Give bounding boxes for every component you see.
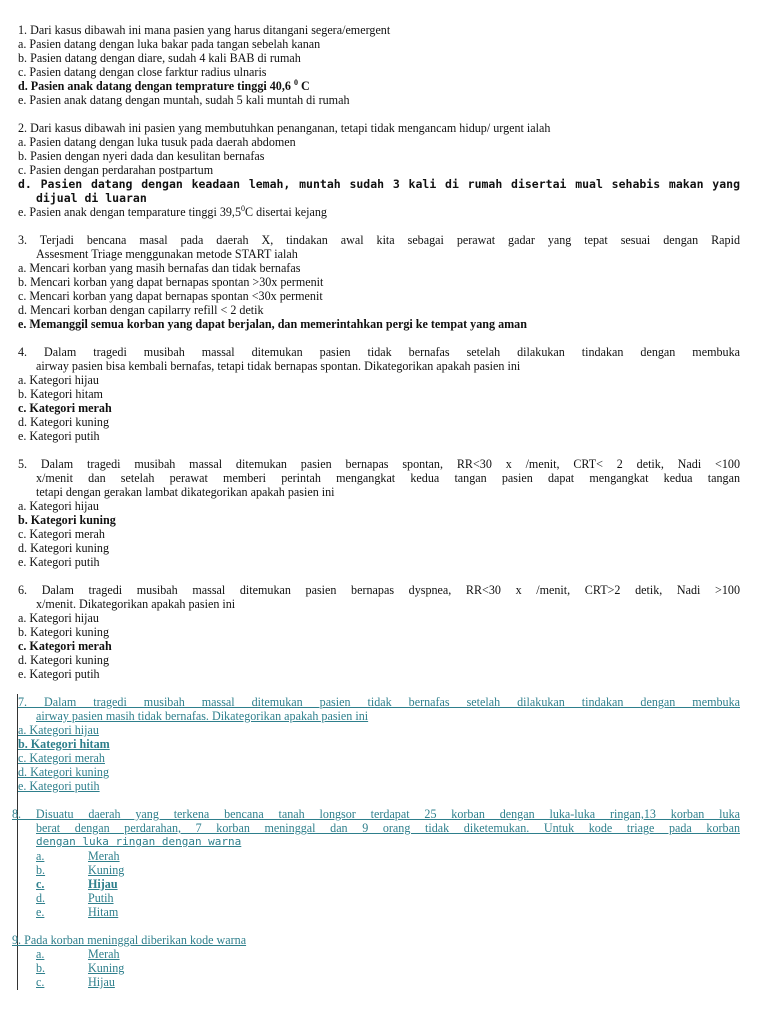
question-3-stem-cont: Assesment Triage menggunakan metode START ialah (36, 247, 298, 261)
q8-option-b (36, 863, 740, 877)
q3-option-b: b. Mencari korban yang dapat bernapas spontan >30x permenit (18, 275, 324, 289)
q4-option-a: a. Kategori hijau (18, 373, 99, 387)
q2-option-c: c. Pasien dengan perdarahan postpartum (18, 163, 214, 177)
question-7-stem: 7. Dalam tragedi musibah massal ditemukan pasien tidak bernafas setelah dilakukan tindakan dengan membuka (18, 695, 740, 709)
q2-option-e-text: e. Pasien anak dengan temparature tinggi 39,5 (18, 205, 241, 219)
q1-unit: C (297, 79, 310, 93)
q5-option-e: e. Kategori putih (18, 555, 100, 569)
q6-option-e: e. Kategori putih (18, 667, 100, 681)
q2-option-d-answer-cont: dijual di luaran (36, 191, 147, 205)
question-3-stem: 3. Terjadi bencana masal pada daerah X, tindakan awal kita sebagai perawat gadar yang tepat sesuai dengan Rapid (18, 233, 740, 247)
q6-option-a: a. Kategori hijau (18, 611, 99, 625)
q8-text-b: Kuning (88, 863, 125, 877)
q1-option-e: e. Pasien anak datang dengan muntah, sudah 5 kali muntah di rumah (18, 93, 350, 107)
q1-option-a: a. Pasien datang dengan luka bakar pada tangan sebelah kanan (18, 37, 321, 51)
question-7-stem-cont: airway pasien masih tidak bernafas. Dikategorikan apakah pasien ini (36, 709, 369, 723)
q2-option-d-answer: d. Pasien datang dengan keadaan lemah, muntah sudah 3 kali di rumah disertai mual sehabis makan yang (18, 177, 740, 191)
q9-text-a: Merah (88, 947, 120, 961)
question-4-stem: 4. Dalam tragedi musibah massal ditemukan pasien tidak bernafas setelah dilakukan tindakan dengan membuka (18, 345, 740, 359)
question-4-stem-cont: airway pasien bisa kembali bernafas, tetapi tidak bernapas spontan. Dikategorikan apakah pasien ini (36, 359, 521, 373)
q1-option-c: c. Pasien datang dengan close farktur radius ulnaris (18, 65, 267, 79)
question-8-stem-cont-2: dengan luka ringan dengan warna (36, 835, 242, 848)
question-6-stem-cont: x/menit. Dikategorikan apakah pasien ini (36, 597, 236, 611)
q6-option-c-answer: c. Kategori merah (18, 639, 112, 653)
question-8-stem-cont-1: berat dengan perdarahan, 7 korban meninggal dan 9 orang tidak diketemukan. Untuk kode triage pada korban (36, 821, 740, 835)
q8-option-c-answer (36, 877, 740, 891)
q8-letter-b: b. (36, 863, 46, 877)
q2-option-e (18, 205, 740, 219)
question-1-stem: 1. Dari kasus dibawah ini mana pasien yang harus ditangani segera/emergent (18, 23, 391, 37)
q8-letter-c: c. (36, 877, 45, 891)
q5-option-a: a. Kategori hijau (18, 499, 99, 513)
q7-option-a: a. Kategori hijau (18, 723, 99, 737)
q1-option-b: b. Pasien datang dengan diare, sudah 4 kali BAB di rumah (18, 51, 301, 65)
question-5-stem-cont-2: tetapi dengan gerakan lambat dikategorikan apakah pasien ini (36, 485, 335, 499)
q9-option-c (36, 975, 740, 989)
q6-option-b: b. Kategori kuning (18, 625, 110, 639)
q3-option-c: c. Mencari korban yang dapat bernapas spontan <30x permenit (18, 289, 323, 303)
q9-text-b: Kuning (88, 961, 125, 975)
q9-option-b (36, 961, 740, 975)
q7-option-b-answer: b. Kategori hitam (18, 737, 110, 751)
q2-option-a: a. Pasien datang dengan luka tusuk pada daerah abdomen (18, 135, 296, 149)
q4-option-c-answer: c. Kategori merah (18, 401, 112, 415)
q4-option-b: b. Kategori hitam (18, 387, 103, 401)
q8-text-c: Hijau (88, 877, 118, 891)
q9-letter-c: c. (36, 975, 45, 989)
question-6-stem: 6. Dalam tragedi musibah massal ditemukan pasien bernapas dyspnea, RR<30 x /menit, CRT>2 detik, Nadi >100 (18, 583, 740, 597)
q9-text-c: Hijau (88, 975, 115, 989)
q6-option-d: d. Kategori kuning (18, 653, 110, 667)
q5-option-c: c. Kategori merah (18, 527, 105, 541)
q8-text-e: Hitam (88, 905, 119, 919)
q5-option-b-answer: b. Kategori kuning (18, 513, 116, 527)
q5-option-d: d. Kategori kuning (18, 541, 110, 555)
q8-letter-a: a. (36, 849, 45, 863)
q8-option-d (36, 891, 740, 905)
q8-text-a: Merah (88, 849, 120, 863)
q4-option-e: e. Kategori putih (18, 429, 100, 443)
q8-letter-e: e. (36, 905, 45, 919)
q3-option-d: d. Mencari korban dengan capilarry refill < 2 detik (18, 303, 264, 317)
q2-degree-sup: 0 (241, 205, 245, 213)
q2-unit: C disertai kejang (245, 205, 327, 219)
question-8-stem: 8. Disuatu daerah yang terkena bencana tanah longsor terdapat 25 korban dengan luka-luka ringan,13 korban luka (12, 807, 740, 821)
question-5-stem: 5. Dalam tragedi musibah massal ditemukan pasien bernapas spontan, RR<30 x /menit, CRT< 2 detik, Nadi <100 (18, 457, 740, 471)
question-9-stem: 9. Pada korban meninggal diberikan kode warna (12, 933, 247, 947)
q1-degree-sup: 0 (293, 79, 298, 87)
question-5-stem-cont-1: x/menit dan setelah perawat memberi perintah mengangkat kedua tangan pasien dapat mengangkat kedua tangan (36, 471, 740, 485)
q9-option-a (36, 947, 740, 961)
q1-option-d-text: d. Pasien anak datang dengan temprature tinggi 40,6 (18, 79, 291, 93)
q7-option-c: c. Kategori merah (18, 751, 105, 765)
q2-option-b: b. Pasien dengan nyeri dada dan kesulitan bernafas (18, 149, 265, 163)
q1-option-d-answer (18, 79, 740, 93)
q8-text-d: Putih (88, 891, 114, 905)
q3-option-a: a. Mencari korban yang masih bernafas dan tidak bernafas (18, 261, 301, 275)
q8-letter-d: d. (36, 891, 46, 905)
q7-option-d: d. Kategori kuning (18, 765, 110, 779)
q4-option-d: d. Kategori kuning (18, 415, 110, 429)
q9-letter-a: a. (36, 947, 45, 961)
q8-option-e (36, 905, 740, 919)
q7-option-e: e. Kategori putih (18, 779, 100, 793)
q9-letter-b: b. (36, 961, 46, 975)
q8-option-a (36, 849, 740, 863)
question-2-stem: 2. Dari kasus dibawah ini pasien yang membutuhkan penanganan, tetapi tidak mengancam hidup/ urgent ialah (18, 121, 551, 135)
q3-option-e-answer: e. Memanggil semua korban yang dapat berjalan, dan memerintahkan pergi ke tempat yang aman (18, 317, 527, 331)
